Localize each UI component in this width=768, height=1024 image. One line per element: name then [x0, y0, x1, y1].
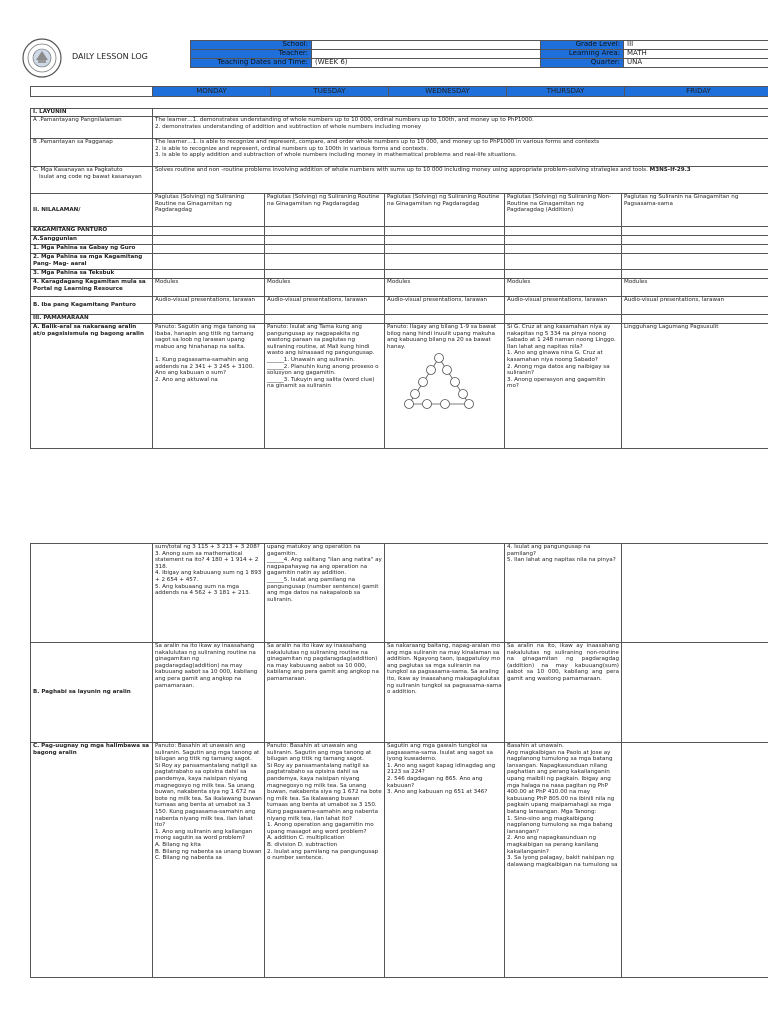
kagamitang-pang-mag-aaral-label: 2. Mga Pahina sa mga Kagamitang Pang- Mag- aaral	[31, 254, 153, 270]
balik-aral-wednesday-cell	[385, 324, 505, 449]
continued-friday	[622, 544, 768, 643]
day-wednesday: WEDNESDAY	[389, 87, 507, 97]
grade-level-value: III	[624, 41, 768, 50]
lesson-table-page-2	[30, 543, 768, 978]
nilalaman-thursday: Paglutas (Solving) ng Suliraning Non-Routine na Ginagamitan ng Pagdaragdag (Addition)	[505, 194, 622, 227]
nilalaman-wednesday: Paglutas (Solving) ng Suliraning Routine na Ginagamitan ng Pagdaragdag	[385, 194, 505, 227]
karagdagang-kagamitan-label: 4. Karagdagang Kagamitan mula sa Portal ng Learning Resource	[31, 279, 153, 297]
continued-wednesday	[385, 544, 505, 643]
day-monday: MONDAY	[153, 87, 271, 97]
day-friday: FRIDAY	[625, 87, 768, 97]
row-balik-aral	[31, 324, 768, 449]
teaching-dates-value: (WEEK 6)	[312, 59, 541, 68]
paghabi-friday	[622, 643, 768, 743]
balik-aral-thursday: Si G. Cruz at ang kasamahan niya ay nakapitas ng 5 334 na pinya noong Sabado at 1 248 naman noong Linggo. Ilan lahat ang napitas nila? 1. Ano ang ginawa nina G. Cruz at kasamahan niya noong Sabado? 2. Anong mga datos ang naibigay sa suliranin? 3. Anong operasyon ang gagamitin mo?	[505, 324, 622, 449]
layunin-blank	[153, 109, 768, 117]
row-pamamaraan	[31, 315, 768, 324]
learning-area-value: MATH	[624, 50, 768, 59]
kasanayan-code: M3NS-If-29.3	[649, 167, 691, 173]
iba-thursday: Audio-visual presentations, larawan	[505, 297, 622, 315]
row-layunin	[31, 109, 768, 117]
row-kagamitang-pang-mag-aaral	[31, 254, 768, 270]
pamantayan-pagganap-label: B .Pamantayan sa Pagganap	[31, 139, 153, 167]
row-karagdagang-kagamitan	[31, 279, 768, 297]
learning-area-label: Learning Area:	[541, 50, 624, 59]
kasanayan-label: C. Mga Kasanayan sa Pagkatuto	[33, 167, 123, 173]
teacher-label: Teacher:	[191, 50, 312, 59]
grade-level-label: Grade Level:	[541, 41, 624, 50]
balik-aral-tuesday: Panuto: Isulat ang Tama kung ang pangungusap ay nagpapakita ng wastong paraan sa paglutas ng suliraning routine, at Mali kung hindi wasto ang isinasaad ng pangungusap. ______1. Unawain ang suliranin. ______2. Planuhin kung anong proseso o solusyon ang gagamitin. ______3. Tukuyin ang salita (word clue) na ginamit sa suliranin	[265, 324, 385, 449]
pamamaraan-label: III. PAMAMARAAN	[31, 315, 153, 324]
pag-uugnay-label: C. Pag-uugnay ng mga halimbawa sa bagong aralin	[31, 743, 153, 978]
modules-monday: Modules	[153, 279, 265, 297]
row-paghabi	[31, 643, 768, 743]
row-pag-uugnay	[31, 743, 768, 978]
day-header-table	[30, 86, 768, 97]
balik-aral-friday: Lingguhang Lagumang Pagsusulit	[622, 324, 768, 449]
paghabi-wednesday: Sa nakaraang baitang, napag-aralan mo ang mga suliranin na may kinalaman sa addition. Ngayong taon, ipagpatuloy mo ang paglutas sa mga suliranin na tungkol sa pagsasama-sama. Sa araling ito, ikaw ay inaasahang makapaglulutas ng suliranin tungkol sa pagsasama-sama o addition.	[385, 643, 505, 743]
document-title: DAILY LESSON LOG	[72, 52, 148, 61]
pag-uugnay-tuesday: Panuto: Basahin at unawain ang suliranin. Sagutin ang mga tanong at bilugan ang titik ng tamang sagot. Si Roy ay pansamantalang natigil sa pagtatrabaho sa opisina dahil sa pandemya, kaya naisipan niyang magnegosyo ng milk tea. Sa unang buwan, nakabenta siya ng 1 672 na bote ng milk tea. Sa ikalawang buwan tumaas ang benta at umabot sa 3 150. Kung pagsasama-samahin ang nabenta niyang milk tea, ilan lahat ito? 1. Anong operation ang gagamitin mo upang masagot ang word problem? A. addition C. multiplication B. division D. subtraction 2. Isulat ang pamilang na pangungusap o number sentence.	[265, 743, 385, 978]
continued-tuesday: upang matukoy ang operation na gagamitin. ______4. Ang salitang "ilan ang natira" ay nagpapahayag na ang operation na gagamitin natin ay addition. ______5. Isulat ang pamilang na pangungusap (number sentence) gamit ang mga datos na nakapaloob sa suliranin.	[265, 544, 385, 643]
nilalaman-tuesday: Paglutas (Solving) ng Suliraning Routine na Ginagamitan ng Pagdaragdag	[265, 194, 385, 227]
kasanayan-text: Solves routine and non -routine problems involving addition of whole numbers with sums up to 10 000 including money using appropriate problem-solving strategies and tools.	[155, 167, 648, 173]
row-pamantayang-pangnilalaman	[31, 117, 768, 139]
balik-aral-label: A. Balik-aral sa nakaraang aralin at/o pagsisismula ng bagong aralin	[31, 324, 153, 449]
pag-uugnay-monday: Panuto: Basahin at unawain ang suliranin. Sagutin ang mga tanong at bilugan ang titik ng tamang sagot. Si Roy ay pansamantalang natigil sa pagtatrabaho sa opisina dahil sa pandemya, kaya naisipan niyang magnegosyo ng milk tea. Sa unang buwan, nakabenta siya ng 1 672 na bote ng milk tea. Sa ikalawang buwan tumaas ang benta at umabot sa 3 150. Kung pagsasama-samahin ang nabenta niyang milk tea, ilan lahat ito? 1. Ano ang suliranin ang kailangan mong sagutin sa word problem? A. Bilang ng kita B. Bilang ng nabenta sa unang buwan C. Bilang ng nabenta sa	[153, 743, 265, 978]
quarter-value: UNA	[624, 59, 768, 68]
layunin-label: I. LAYUNIN	[31, 109, 153, 117]
iba-monday: Audio-visual presentations, larawan	[153, 297, 265, 315]
paghabi-tuesday: Sa aralin na ito ikaw ay inaasahang nakalulutas ng suliraning routine na ginagamitan ng pagdaragdag(addition) na may kabuuang aabot sa 10 000, kabilang ang pera gamit ang angkop na pamamaraan.	[265, 643, 385, 743]
kasanayan-sublabel: Isulat ang code ng bawat kasanayan	[39, 173, 142, 180]
header-row-teacher	[191, 50, 768, 59]
nilalaman-friday: Paglutas ng Suliranin na Ginagamitan ng Pagsasama-sama	[622, 194, 768, 227]
pag-uugnay-friday	[622, 743, 768, 978]
paghabi-thursday: Sa aralin na ito, ikaw ay inaasahang nakalulutas ng suliraning non-routine na ginagamitan ng pagdaragdag (addition) na may kabuuang(sum) aabot sa 10 000, kabilang ang pera gamit ang wastong pamamaraan.	[505, 643, 622, 743]
continued-thursday: 4. Isulat ang pangungusap na pamilang? 5. Ilan lahat ang napitas nila na pinya?	[505, 544, 622, 643]
day-thursday: THURSDAY	[507, 87, 625, 97]
iba-wednesday: Audio-visual presentations, larawan	[385, 297, 505, 315]
pamantayang-pangnilalaman-label: A .Pamantayang Pangnilalaman	[31, 117, 153, 139]
row-sanggunian	[31, 236, 768, 245]
nilalaman-monday: Paglutas (Solving) ng Suliraning Routine na Ginagamitan ng Pagdaragdag	[153, 194, 265, 227]
modules-thursday: Modules	[505, 279, 622, 297]
row-gabay-guro	[31, 245, 768, 254]
day-tuesday: TUESDAY	[271, 87, 389, 97]
header-row-school	[191, 41, 768, 50]
school-value	[312, 41, 541, 50]
modules-tuesday: Modules	[265, 279, 385, 297]
row-balik-aral-continued	[31, 544, 768, 643]
row-teksbuk	[31, 270, 768, 279]
iba-tuesday: Audio-visual presentations, larawan	[265, 297, 385, 315]
row-iba-pang-kagamitan	[31, 297, 768, 315]
paghabi-monday: Sa aralin na ito ikaw ay inaasahang nakalulutas ng suliraning routine na ginagamitan ng pagdaragdag(addition) na may kabuuang aabot sa 10 000, kabilang ang pera gamit ang angkop na pamamaraan.	[153, 643, 265, 743]
teacher-value	[312, 50, 541, 59]
row-nilalaman	[31, 194, 768, 227]
row-kasanayan	[31, 167, 768, 194]
pag-uugnay-wednesday: Sagutin ang mga gawain tungkol sa pagsasama-sama. Isulat ang sagot sa iyong kuwaderno. 1. Ano ang sagot kapag idinagdag ang 2123 sa 224? 2. 546 dagdagan ng 865. Ano ang kabuuan? 3. Ano ang kabuuan ng 651 at 346?	[385, 743, 505, 978]
continued-label-blank	[31, 544, 153, 643]
nilalaman-label: II. NILALAMAN/	[31, 194, 153, 227]
balik-aral-wednesday: Panuto: Ilagay ang bilang 1-9 sa bawat bilog nang hindi inuulit upang makuha ang kabuuang bilang na 20 sa bawat hanay.	[387, 324, 497, 350]
balik-aral-monday: Panuto: Sagutin ang mga tanong sa ibaba, hanapin ang titik ng tamang sagot sa loob ng larawan upang mabuo ang hinahanap na salita. 1. Kung pagsasama-samahin ang addends na 2 341 + 3 245 + 3100. Ano ang kabuuan o sum? 2. Ano ang aktuwal na	[153, 324, 265, 449]
sanggunian-label: A.Sanggunian	[31, 236, 153, 245]
pag-uugnay-thursday: Basahin at unawain. Ang magkaibigan na Paolo at Jose ay nagplanong tumulong sa mga batang lansangan. Napagkasunduan nilang paghatian ang perang kakailanganin upang maibili ng pagkain. Ibigay ang mga halaga na nasa pagitan ng PhP 400.00 at PhP 410.00 na may kabuuang PhP 805.00 na ibinili nila ng pagkain upang maipamahagi sa mga batang lansangan. Mga Tanong: 1. Sino-sino ang magkaibigang nagplanong tumulong sa mga batang lansangan? 2. Ano ang napagkasunduan ng magkaibigan sa perang kanilang kakailanganin? 3. Sa iyong palagay, bakit naisipan ng dalawang magkaibigan na tumulong sa	[505, 743, 622, 978]
deped-seal-logo	[22, 38, 62, 78]
school-label: School:	[191, 41, 312, 50]
header-row-dates	[191, 59, 768, 68]
modules-wednesday: Modules	[385, 279, 505, 297]
quarter-label: Quarter:	[541, 59, 624, 68]
teaching-dates-label: Teaching Dates and Time:	[191, 59, 312, 68]
gabay-guro-label: 1. Mga Pahina sa Gabay ng Guro	[31, 245, 153, 254]
iba-pang-kagamitan-label: B. Iba pang Kagamitang Panturo	[31, 297, 153, 315]
pamantayan-pagganap-text: The learner…1. is able to recognize and represent, compare, and order whole numbers up to 10 000, and money up to PhP1000 in various forms and contexts 2. is able to recognize and represent, ordinal numbers up to 100th in various forms and contexts. 3. is able to apply addition and subtraction of whole numbers including money in mathematical problems and real-life situations.	[153, 139, 768, 167]
teksbuk-label: 3. Mga Pahina sa Teksbuk	[31, 270, 153, 279]
row-kagamitan	[31, 227, 768, 236]
kasanayan-label-cell	[31, 167, 153, 194]
kagamitang-panturo-label: KAGAMITANG PANTURO	[31, 227, 153, 236]
continued-monday: sum/total ng 3 115 + 3 213 + 3 208? 3. Anong sum sa mathematical statement na ito? 4 180 + 1 914 + 2 318. 4. Ibigay ang kabuuang sum ng 1 893 + 2 654 + 457. 5. Ang kabuaang sum na mga addends na 4 562 + 3 181 + 213.	[153, 544, 265, 643]
lesson-table-page-1	[30, 108, 768, 449]
circle-triangle-puzzle	[401, 352, 477, 410]
day-header-blank	[31, 87, 153, 97]
kasanayan-text-cell	[153, 167, 768, 194]
paghabi-label: B. Paghabi sa layunin ng aralin	[31, 643, 153, 743]
pamantayang-pangnilalaman-text: The learner…1. demonstrates understanding of whole numbers up to 10 000, ordinal numbers up to 100th, and money up to PhP1000. 2. demonstrates understanding of addition and subtraction of whole numbers including money	[153, 117, 768, 139]
modules-friday: Modules	[622, 279, 768, 297]
iba-friday: Audio-visual presentations, larawan	[622, 297, 768, 315]
header-info-table	[190, 40, 768, 68]
row-pamantayan-pagganap	[31, 139, 768, 167]
